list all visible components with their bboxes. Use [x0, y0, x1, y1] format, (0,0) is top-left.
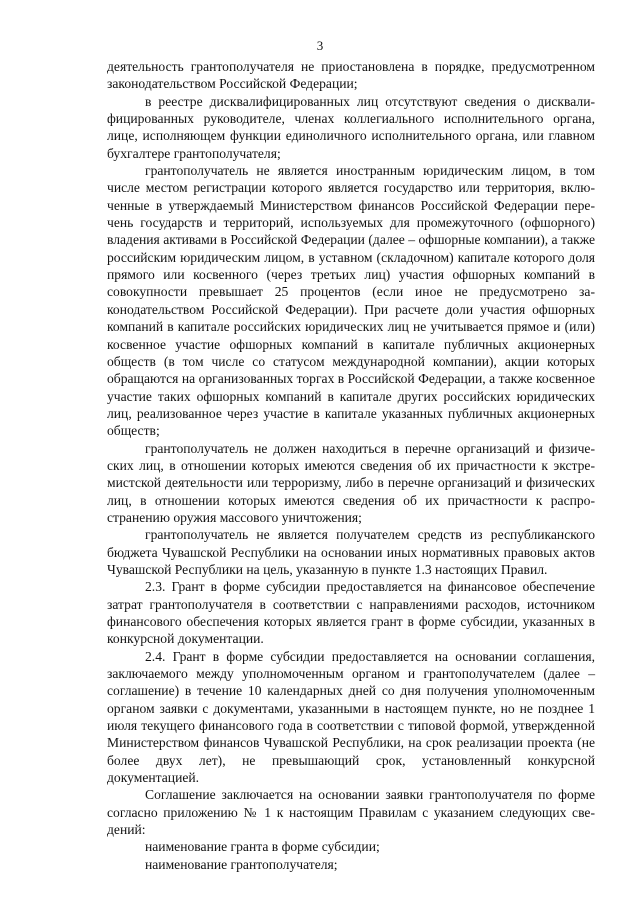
paragraph-agreement-basis: Соглашение заключается на основании заявки грантополучателя по форме согласно приложению № 1 к настоящим Правилам с указанием следующих сведений: — [107, 787, 595, 838]
list-item-recipient-name: наименование грантополучателя; — [145, 856, 338, 872]
page-number: 3 — [316, 38, 324, 53]
document-body — [107, 58, 595, 873]
paragraph-extremism-list: грантополучатель не должен находиться в перечне организаций и физических лиц, в отношении которых имеются сведения об их причастности к экстремистской деятельности или терроризму, либо в перечне организаций и физических лиц, в отношении которых имеются сведения об их причастности к распространению оружия массового уничтожения; — [107, 440, 595, 525]
list-item-grant-name: наименование гранта в форме субсидии; — [145, 839, 380, 855]
paragraph-disqualified-registry: в реестре дисквалифицированных лиц отсутствуют сведения о дисквалифицированных руководителе, членах коллегиального исполнительного органа, лице, исполняющем функции единоличного исполнительного органа, или главном бухгалтере грантополучателя; — [107, 93, 595, 161]
paragraph-clause-2-3: 2.3. Грант в форме субсидии предоставляется на финансовое обеспечение затрат грантополучателя в соответствии с направлениями расходов, источником финансового обеспечения которых является грант в форме субсидии, указанных в конкурсной документации. — [107, 579, 595, 647]
paragraph-not-budget-recipient: грантополучатель не является получателем средств из республиканского бюджета Чувашской Республики на основании иных нормативных правовых актов Чувашской Республики на цель, указанную в пункте 1.3 настоящих Правил. — [107, 527, 595, 577]
paragraph-clause-2-4: 2.4. Грант в форме субсидии предоставляется на основании соглашения, заключаемого между уполномоченным органом и грантополучателем (далее – соглашение) в течение 10 календарных дней со дня получения уполномоченным органом заявки с документами, указанными в настоящем пункте, но не позднее 1 июля текущего финансового года в соответствии с типовой формой, утвержденной Министерством финансов Чувашской Республики, на срок реализации проекта (не более двух лет), не превышающий срок, установленный конкурсной документацией. — [107, 648, 595, 786]
paragraph-not-foreign-entity: грантополучатель не является иностранным юридическим лицом, в том числе местом регистрации которого является государство или территория, включенные в утверждаемый Министерством финансов Российской Федерации перечень государств и территорий, используемых для промежуточного (офшорного) владения активами в Российской Федерации (далее – офшорные компании), а также российским юридическим лицом, в уставном (складочном) капитале которого доля прямого или косвенного (через третьих лиц) участия офшорных компаний в совокупности превышает 25 процентов (если иное не предусмотрено законодательством Российской Федерации). При расчете доли участия офшорных компаний в капитале российских юридических лиц не учитывается прямое и (или) косвенное участие офшорных компаний в капитале публичных акционерных обществ (в том числе со статусом международной компании), акции которых обращаются на организованных торгах в Российской Федерации, а также косвенное участие таких офшорных компаний в капитале других российских юридических лиц, реализованное через участие в капитале указанных публичных акционерных обществ; — [107, 163, 595, 439]
paragraph-continuation: деятельность грантополучателя не приостановлена в порядке, предусмотренном законодательством Российской Федерации; — [107, 59, 595, 92]
